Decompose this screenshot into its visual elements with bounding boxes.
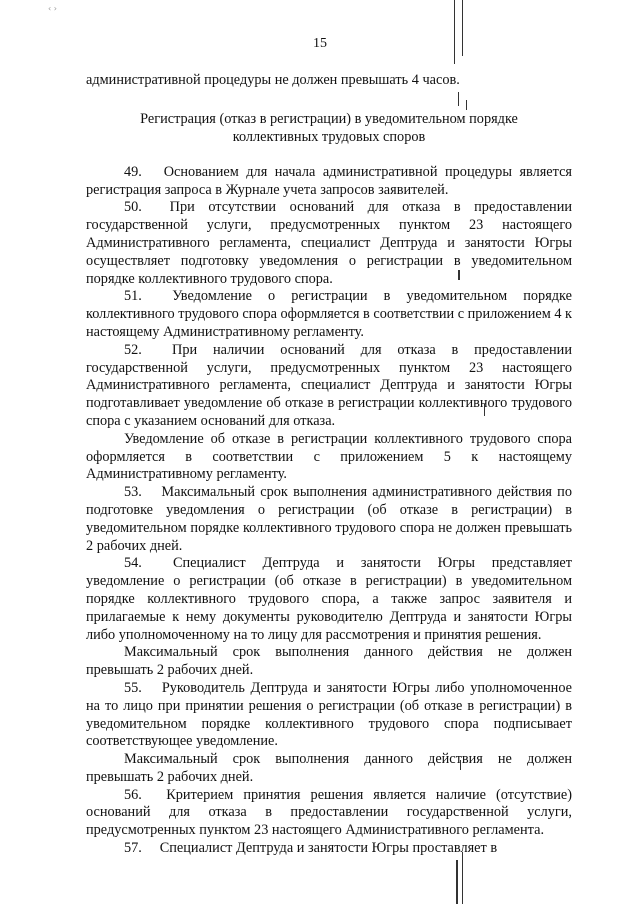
scan-artifact-line	[462, 852, 463, 904]
paragraph-57: 57. Специалист Дептруда и занятости Югры проставляет в	[124, 840, 498, 857]
section-heading-line-1: Регистрация (отказ в регистрации) в уведомительном порядке	[140, 110, 518, 127]
section-heading	[86, 110, 572, 146]
paragraph-49: 49. Основанием для начала административной процедуры является регистрация запроса в Журнале учета запросов заявителей.	[86, 163, 572, 198]
paragraph-56: 56. Критерием принятия решения является наличие (отсутствие) оснований для отказа в предоставлении государственной услуги, предусмотренных пунктом 23 настоящего Административного регламента.	[86, 786, 572, 839]
paragraph-55: 55. Руководитель Дептруда и занятости Югры либо уполномоченное на то лицо при принятии решения о регистрации (об отказе в регистрации) в уведомительном порядке коллективного трудового спора подписывает соответствующее уведомление.	[86, 679, 572, 750]
page-number: 15	[313, 36, 327, 51]
paragraph-50: 50. При отсутствии оснований для отказа в предоставлении государственной услуги, предусмотренных пунктом 23 настоящего Административного регламента, специалист Дептруда и занятости Югры осуществляет подготовку уведомления о регистрации в уведомительном порядке коллективного трудового спора.	[86, 199, 572, 287]
lead-text: административной процедуры не должен превышать 4 часов.	[86, 72, 460, 88]
scan-artifact-line	[454, 0, 455, 64]
paragraph-54-continuation: Максимальный срок выполнения данного действия не должен превышать 2 рабочих дней.	[86, 644, 572, 679]
scan-corner-mark: ‹ ›	[48, 4, 57, 13]
scan-artifact-line	[456, 860, 458, 904]
paragraph-55-continuation: Максимальный срок выполнения данного действия не должен превышать 2 рабочих дней.	[86, 751, 572, 785]
document-body	[86, 72, 572, 858]
paragraph-52-continuation: Уведомление об отказе в регистрации коллективного трудового спора оформляется в соответствии с приложением 5 к настоящему Административному регламенту.	[86, 430, 572, 483]
paragraph-54: 54. Специалист Дептруда и занятости Югры представляет уведомление о регистрации (об отказе в регистрации) в уведомительном порядке коллективного трудового спора, а также запрос заявителя и прилагаемые к нему документы руководителю Дептруда и занятости Югры либо уполномоченному на то лицу для рассмотрения и принятия решения.	[86, 555, 572, 643]
paragraph-53: 53. Максимальный срок выполнения административного действия по подготовке уведомления о регистрации (об отказе в регистрации) в уведомительном порядке коллективного трудового спора не должен превышать 2 рабочих дней.	[86, 484, 572, 554]
paragraph-52: 52. При наличии оснований для отказа в предоставлении государственной услуги, предусмотренных пунктом 23 настоящего Административного регламента, специалист Дептруда и занятости Югры подготавливает уведомление об отказе в регистрации коллективного трудового спора с указанием оснований для отказа.	[86, 341, 572, 429]
paragraph-51: 51. Уведомление о регистрации в уведомительном порядке коллективного трудового спора оформляется в соответствии с приложением 4 к настоящему Административному регламенту.	[86, 288, 572, 340]
section-heading-line-2: коллективных трудовых споров	[232, 128, 426, 145]
